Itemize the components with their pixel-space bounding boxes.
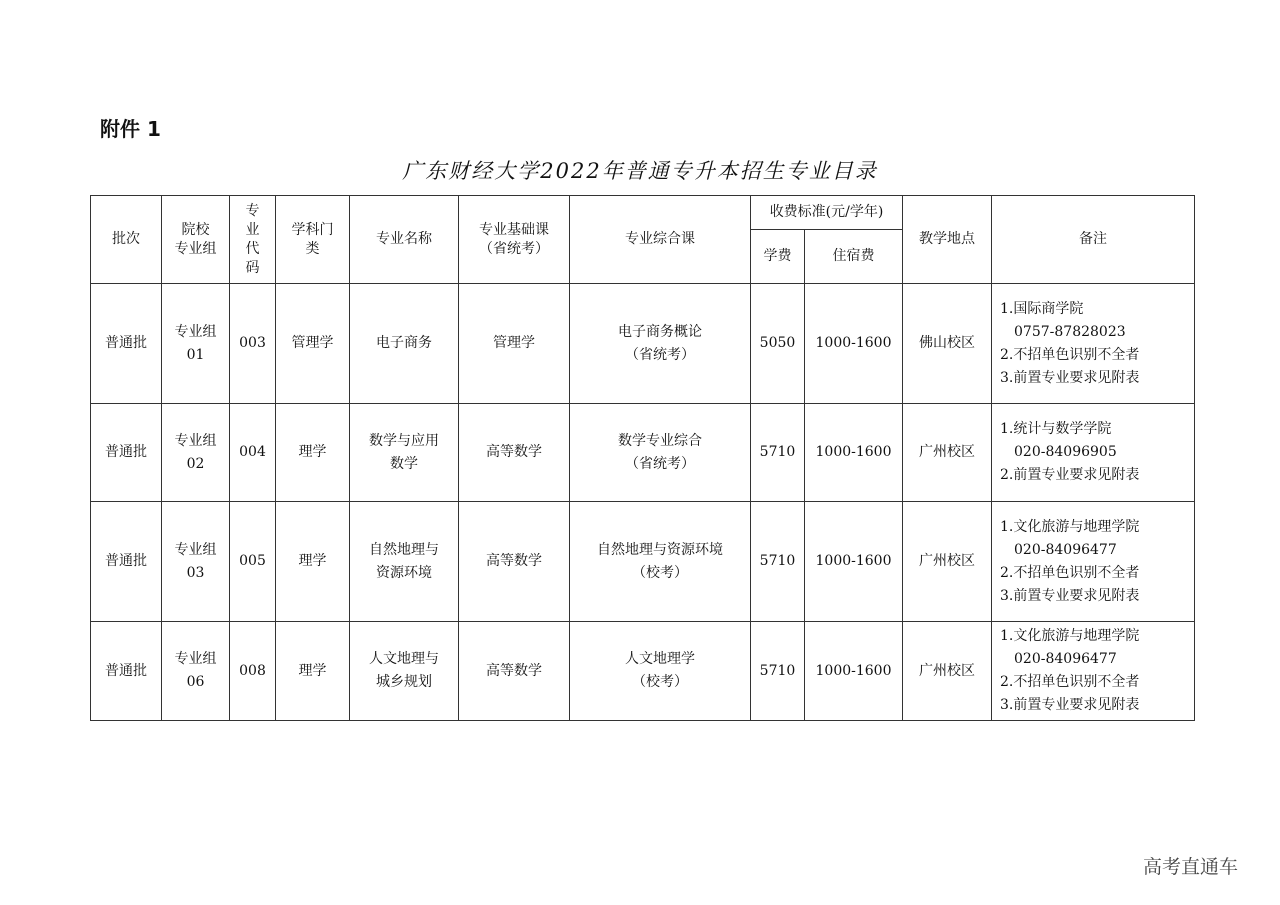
category-cell: 理学 — [276, 404, 350, 502]
header-remarks: 备注 — [992, 196, 1195, 284]
group-cell: 专业组 02 — [162, 404, 230, 502]
accommodation-cell: 1000-1600 — [805, 404, 903, 502]
location-cell: 广州校区 — [903, 502, 992, 622]
group-cell: 专业组 03 — [162, 502, 230, 622]
table-row — [91, 622, 1195, 721]
accommodation-cell: 1000-1600 — [805, 622, 903, 721]
code-cell: 003 — [230, 284, 276, 404]
header-batch: 批次 — [91, 196, 162, 284]
tuition-cell: 5710 — [751, 404, 805, 502]
location-cell: 广州校区 — [903, 404, 992, 502]
major-cell: 自然地理与 资源环境 — [350, 502, 459, 622]
header-code: 专 业 代 码 — [230, 196, 276, 284]
table-row — [91, 404, 1195, 502]
accommodation-cell: 1000-1600 — [805, 284, 903, 404]
remarks-cell: 1.国际商学院 0757-87828023 2.不招单色识别不全者 3.前置专业要求见附表 — [992, 284, 1195, 404]
header-fee-standard: 收费标准(元/学年) — [751, 196, 903, 230]
batch-cell: 普通批 — [91, 284, 162, 404]
location-cell: 佛山校区 — [903, 284, 992, 404]
category-cell: 理学 — [276, 502, 350, 622]
group-cell: 专业组 06 — [162, 622, 230, 721]
remarks-cell: 1.文化旅游与地理学院 020-84096477 2.不招单色识别不全者 3.前置专业要求见附表 — [992, 622, 1195, 721]
location-cell: 广州校区 — [903, 622, 992, 721]
admission-table — [90, 195, 1195, 721]
header-basic-course: 专业基础课 （省统考） — [459, 196, 570, 284]
tuition-cell: 5710 — [751, 622, 805, 721]
comprehensive-course-cell: 数学专业综合 （省统考） — [570, 404, 751, 502]
basic-course-cell: 高等数学 — [459, 404, 570, 502]
major-cell: 人文地理与 城乡规划 — [350, 622, 459, 721]
category-cell: 理学 — [276, 622, 350, 721]
tuition-cell: 5050 — [751, 284, 805, 404]
remarks-cell: 1.统计与数学学院 020-84096905 2.前置专业要求见附表 — [992, 404, 1195, 502]
header-group: 院校 专业组 — [162, 196, 230, 284]
remarks-cell: 1.文化旅游与地理学院 020-84096477 2.不招单色识别不全者 3.前置专业要求见附表 — [992, 502, 1195, 622]
table-row — [91, 284, 1195, 404]
watermark-text: 高考直通车 — [1143, 856, 1239, 878]
code-cell: 005 — [230, 502, 276, 622]
header-major: 专业名称 — [350, 196, 459, 284]
table-row — [91, 502, 1195, 622]
header-category: 学科门 类 — [276, 196, 350, 284]
header-comprehensive-course: 专业综合课 — [570, 196, 751, 284]
tuition-cell: 5710 — [751, 502, 805, 622]
header-tuition: 学费 — [751, 230, 805, 284]
header-location: 教学地点 — [903, 196, 992, 284]
comprehensive-course-cell: 电子商务概论 （省统考） — [570, 284, 751, 404]
accommodation-cell: 1000-1600 — [805, 502, 903, 622]
comprehensive-course-cell: 人文地理学 （校考） — [570, 622, 751, 721]
basic-course-cell: 高等数学 — [459, 622, 570, 721]
batch-cell: 普通批 — [91, 404, 162, 502]
group-cell: 专业组 01 — [162, 284, 230, 404]
major-cell: 电子商务 — [350, 284, 459, 404]
attachment-label: 附件 1 — [100, 117, 161, 141]
code-cell: 008 — [230, 622, 276, 721]
major-cell: 数学与应用 数学 — [350, 404, 459, 502]
code-cell: 004 — [230, 404, 276, 502]
basic-course-cell: 高等数学 — [459, 502, 570, 622]
header-accommodation: 住宿费 — [805, 230, 903, 284]
comprehensive-course-cell: 自然地理与资源环境 （校考） — [570, 502, 751, 622]
basic-course-cell: 管理学 — [459, 284, 570, 404]
document-title: 广东财经大学2022年普通专升本招生专业目录 — [402, 159, 878, 183]
batch-cell: 普通批 — [91, 502, 162, 622]
category-cell: 管理学 — [276, 284, 350, 404]
batch-cell: 普通批 — [91, 622, 162, 721]
